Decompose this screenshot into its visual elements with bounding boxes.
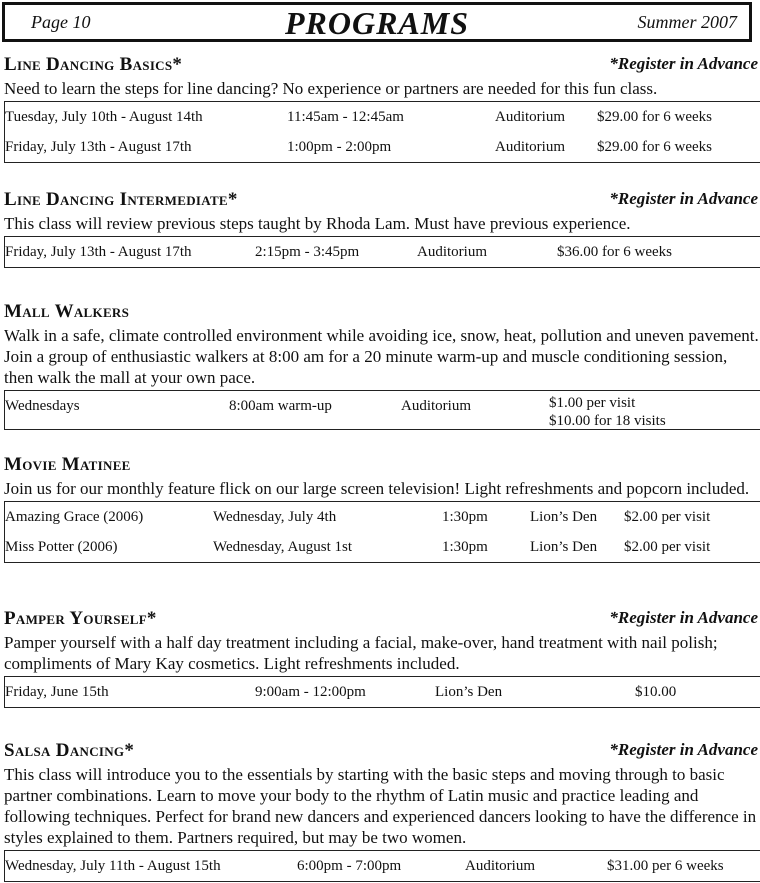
section-title: Line Dancing Basics* <box>4 54 183 75</box>
schedule-date: Wednesday, July 4th <box>213 509 337 525</box>
season-label: Summer 2007 <box>637 12 737 32</box>
schedule-time: 6:00pm - 7:00pm <box>297 858 402 874</box>
page-number: Page 10 <box>31 12 91 32</box>
section-description: Join us for our monthly feature flick on our large screen television! Light refreshments and popcorn included. <box>4 479 750 498</box>
section-mall-walkers <box>4 301 760 430</box>
schedule-time: 9:00am - 12:00pm <box>255 684 366 700</box>
table-row <box>5 237 760 267</box>
schedule-time: 1:00pm - 2:00pm <box>287 139 392 155</box>
schedule-price: $2.00 per visit <box>624 539 711 555</box>
schedule-price: $31.00 per 6 weeks <box>607 858 724 874</box>
section-title: Mall Walkers <box>4 301 130 322</box>
schedule-date: Friday, July 13th - August 17th <box>5 139 192 155</box>
section-title: Pamper Yourself* <box>4 608 157 629</box>
register-note: *Register in Advance <box>609 189 758 208</box>
register-note: *Register in Advance <box>609 608 758 627</box>
table-row <box>5 677 760 707</box>
schedule-time: 2:15pm - 3:45pm <box>255 244 360 260</box>
schedule-date: Friday, June 15th <box>5 684 109 700</box>
table-row <box>5 102 760 132</box>
schedule-time: 11:45am - 12:45am <box>287 109 404 125</box>
schedule-time: 1:30pm <box>442 539 488 555</box>
schedule-date: Wednesday, August 1st <box>213 539 353 555</box>
section-description: Need to learn the steps for line dancing? No experience or partners are needed for this fun class. <box>4 79 658 98</box>
table-row <box>5 391 760 429</box>
schedule-location: Auditorium <box>495 109 565 125</box>
schedule-location: Lion’s Den <box>530 539 598 555</box>
schedule-price: $10.00 <box>635 684 677 700</box>
schedule-date: Wednesday, July 11th - August 15th <box>5 858 221 874</box>
schedule-table <box>4 676 760 708</box>
register-note: *Register in Advance <box>609 54 758 73</box>
section-line-dancing-intermediate <box>4 189 760 268</box>
page-header <box>2 2 752 42</box>
register-note: *Register in Advance <box>609 740 758 759</box>
movie-title: Amazing Grace (2006) <box>5 509 144 525</box>
schedule-time: 8:00am warm-up <box>229 398 332 414</box>
schedule-price: $36.00 for 6 weeks <box>557 244 672 260</box>
table-row <box>5 502 760 532</box>
schedule-location: Lion’s Den <box>435 684 503 700</box>
schedule-location: Auditorium <box>465 858 535 874</box>
price-per-visit: $1.00 per visit <box>549 395 636 411</box>
schedule-table <box>4 101 760 163</box>
schedule-day: Wednesdays <box>5 398 80 414</box>
section-description: Walk in a safe, climate controlled environment while avoiding ice, snow, heat, pollution and uneven pavement. Join a group of enthusiastic walkers at 8:00 am for a 20 minute warm-up and muscle conditioning session, then walk the mall at your own pace. <box>4 326 759 387</box>
page-title: PROGRAMS <box>284 5 470 41</box>
movie-title: Miss Potter (2006) <box>5 539 118 555</box>
schedule-price: $29.00 for 6 weeks <box>597 139 712 155</box>
schedule-date: Friday, July 13th - August 17th <box>5 244 192 260</box>
section-description: This class will introduce you to the essentials by starting with the basic steps and moving through to basic partner combinations. Learn to move your body to the rhythm of Latin music and practice leading and following techniques. Perfect for brand new dancers and experienced dancers looking to have the difference in styles explained to them. Partners required, but may be two women. <box>4 765 757 847</box>
section-line-dancing-basics <box>4 54 760 163</box>
section-salsa-dancing <box>4 740 760 882</box>
schedule-table <box>4 390 760 430</box>
schedule-table <box>4 850 760 882</box>
schedule-date: Tuesday, July 10th - August 14th <box>5 109 203 125</box>
schedule-location: Auditorium <box>495 139 565 155</box>
schedule-price <box>549 394 666 430</box>
schedule-location: Lion’s Den <box>530 509 598 525</box>
table-row <box>5 532 760 562</box>
section-title: Salsa Dancing* <box>4 740 135 761</box>
schedule-price: $2.00 per visit <box>624 509 711 525</box>
section-description: This class will review previous steps taught by Rhoda Lam. Must have previous experience. <box>4 214 631 233</box>
section-title: Movie Matinee <box>4 454 131 475</box>
price-package: $10.00 for 18 visits <box>549 413 666 429</box>
table-row <box>5 132 760 162</box>
schedule-location: Auditorium <box>401 398 471 414</box>
section-pamper-yourself <box>4 608 760 708</box>
schedule-time: 1:30pm <box>442 509 488 525</box>
schedule-location: Auditorium <box>417 244 487 260</box>
table-row <box>5 851 760 881</box>
schedule-table <box>4 501 760 563</box>
schedule-price: $29.00 for 6 weeks <box>597 109 712 125</box>
section-movie-matinee <box>4 454 760 563</box>
section-title: Line Dancing Intermediate* <box>4 189 238 210</box>
section-description: Pamper yourself with a half day treatment including a facial, make-over, hand treatment with nail polish; compliments of Mary Kay cosmetics. Light refreshments included. <box>4 633 718 673</box>
schedule-table <box>4 236 760 268</box>
